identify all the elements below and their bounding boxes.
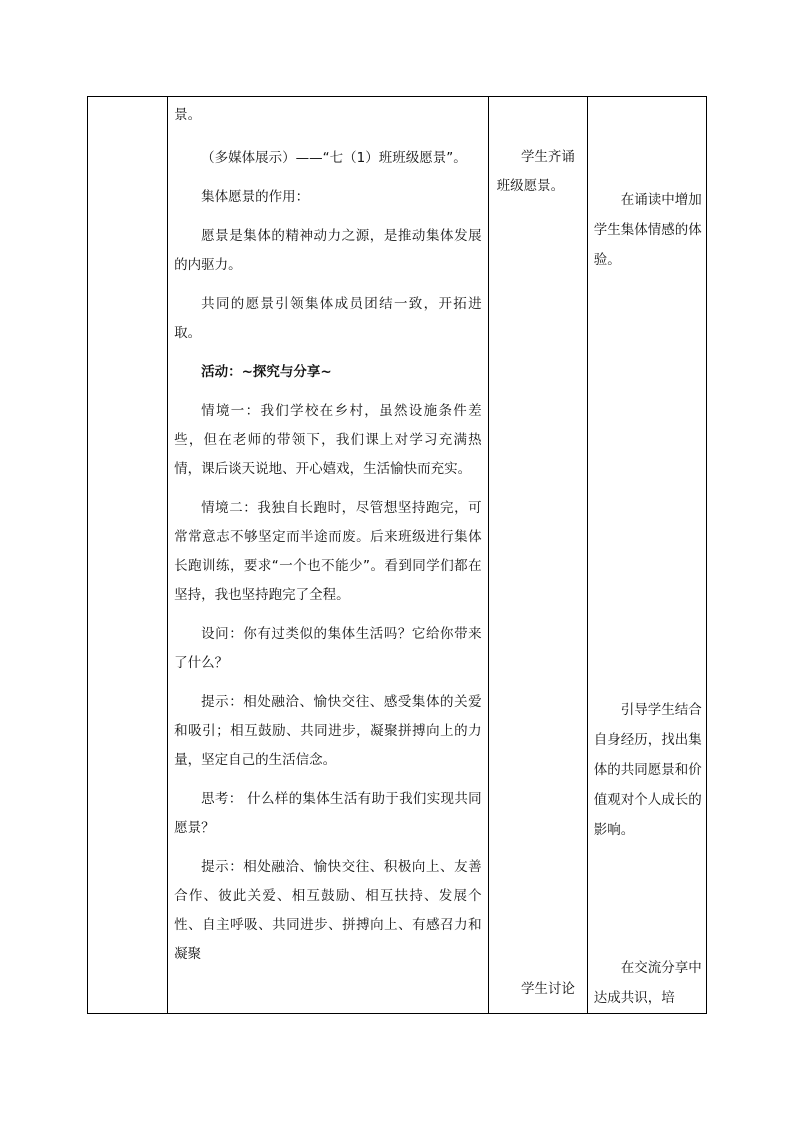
student-activity-text: 学生讨论: [520, 981, 575, 997]
table-row: [88, 97, 707, 1014]
student-activity-text: 学生齐诵班级愿景。: [496, 149, 575, 194]
content-paragraph: 提示：相处融洽、愉快交往、积极向上、友善合作、彼此关爱、相互鼓励、相互扶持、发展个性、自主呼吸、共同进步、拼搏向上、有感召力和凝聚: [174, 859, 482, 962]
content-paragraph: 情境二：我独自长跑时，尽管想坚持跑完，可常常意志不够坚定而半途而废。后来班级进行集体长跑训练，要求“一个也不能少”。看到同学们都在坚持，我也坚持跑完了全程。: [174, 500, 482, 603]
lesson-plan-table: [87, 96, 707, 1014]
design-intent-cell: [587, 97, 706, 1014]
design-note: 在诵读中增加学生集体情感的体验。: [593, 192, 702, 268]
content-paragraph: 愿景是集体的精神动力之源，是推动集体发展的内驱力。: [174, 228, 482, 273]
section-label-cell: [88, 97, 168, 1014]
content-paragraph: 思考： 什么样的集体生活有助于我们实现共同愿景？: [174, 791, 482, 836]
content-paragraph: 集体愿景的作用：: [201, 189, 310, 205]
content-paragraph: 共同的愿景引领集体成员团结一致，开拓进取。: [174, 296, 482, 341]
content-paragraph: 提示：相处融洽、愉快交往、感受集体的关爱和吸引；相互鼓励、共同进步，凝聚拼搏向上的力量，坚定自己的生活信念。: [174, 694, 482, 768]
content-paragraph: 情境一：我们学校在乡村，虽然设施条件差些，但在老师的带领下，我们课上对学习充满热情，课后谈天说地、开心嬉戏，生活愉快而充实。: [174, 403, 482, 477]
content-paragraph: 景。: [174, 107, 202, 123]
design-note: 在交流分享中达成共识，培: [593, 960, 702, 1006]
design-note: 引导学生结合自身经历，找出集体的共同愿景和价值观对个人成长的影响。: [593, 702, 702, 838]
content-paragraph: （多媒体展示）——“七（1）班班级愿景”。: [201, 150, 467, 166]
student-activity-cell: [488, 97, 587, 1014]
content-paragraph: 设问：你有过类似的集体生活吗？它给你带来了什么？: [174, 626, 482, 671]
teaching-content-cell: [168, 97, 489, 1014]
activity-heading: 活动：~探究与分享~: [201, 364, 332, 380]
